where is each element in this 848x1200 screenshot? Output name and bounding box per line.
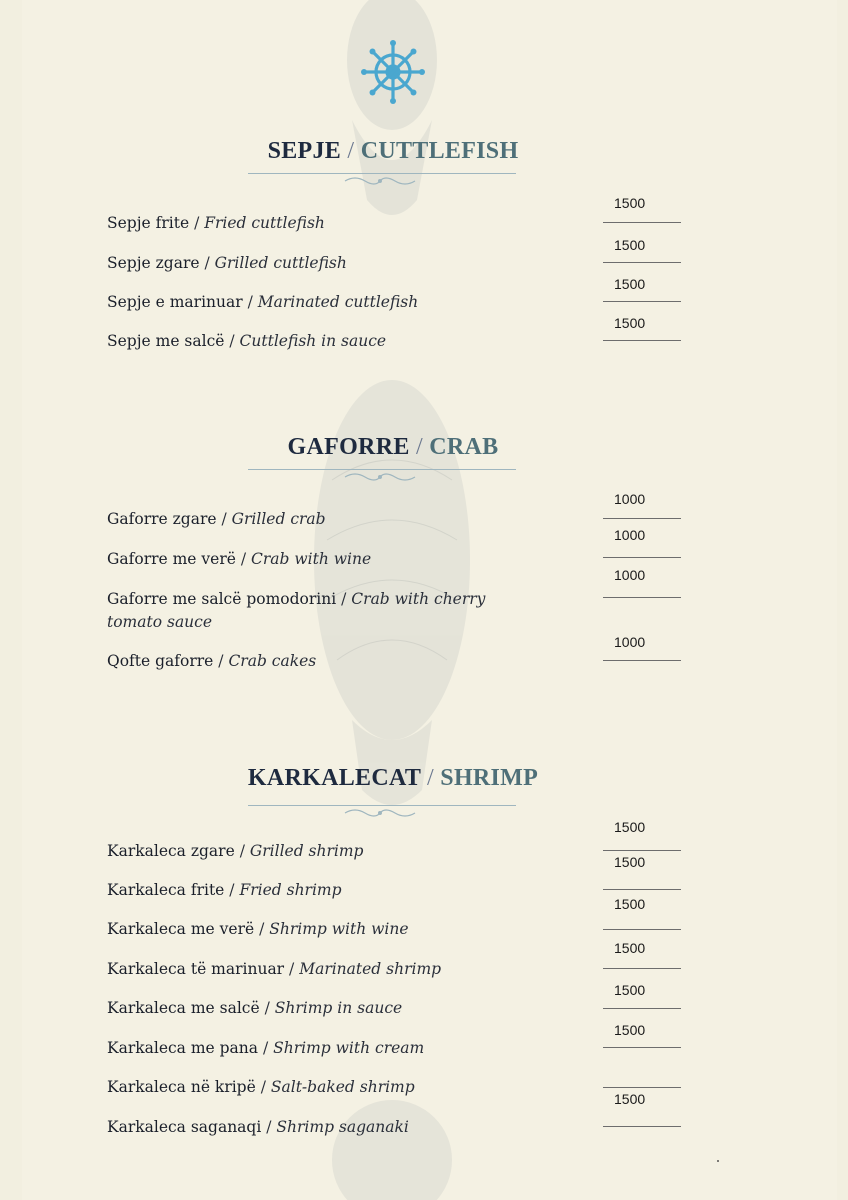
- title-english: SHRIMP: [440, 765, 539, 791]
- menu-item: Karkaleca me salcë / Shrimp in sauce: [107, 999, 403, 1017]
- price-value: 1500: [614, 276, 646, 292]
- item-name-albanian: Karkaleca me verë: [107, 920, 255, 938]
- price-value: 1500: [614, 237, 646, 253]
- item-name-albanian: Sepje zgare: [107, 254, 200, 272]
- title-albanian: KARKALECAT: [247, 765, 421, 791]
- item-name-english: Salt-baked shrimp: [270, 1078, 415, 1096]
- menu-item: Sepje zgare / Grilled cuttlefish: [107, 254, 347, 272]
- title-separator: /: [415, 434, 423, 460]
- title-separator: /: [427, 765, 434, 791]
- price-value: 1000: [614, 491, 646, 507]
- menu-item: Karkaleca me verë / Shrimp with wine: [107, 920, 409, 938]
- item-name-albanian: Karkaleca me salcë: [107, 999, 260, 1017]
- menu-item: Karkaleca në kripë / Salt-baked shrimp: [107, 1078, 415, 1096]
- price-line: [603, 929, 681, 930]
- section-title-cuttlefish: [22, 138, 764, 165]
- item-name-english: Grilled crab: [231, 510, 326, 528]
- scroll-ornament-icon: [340, 175, 420, 187]
- menu-item: Qofte gaforre / Crab cakes: [107, 652, 317, 670]
- price-line: [603, 518, 681, 519]
- item-name-albanian: Gaforre me salcë pomodorini: [107, 590, 337, 608]
- item-name-english: Shrimp with wine: [269, 920, 409, 938]
- price-value: 1500: [614, 940, 646, 956]
- item-name-english: Shrimp in sauce: [274, 999, 403, 1017]
- title-separator: /: [347, 138, 355, 164]
- price-line: [603, 660, 681, 661]
- price-value: 1000: [614, 634, 646, 650]
- item-name-albanian: Gaforre zgare: [107, 510, 217, 528]
- item-name-albanian: Gaforre me verë: [107, 550, 236, 568]
- price-value: 1500: [614, 195, 646, 211]
- item-name-english: Crab with wine: [251, 550, 372, 568]
- price-line: [603, 340, 681, 341]
- menu-item: Karkaleca zgare / Grilled shrimp: [107, 842, 364, 860]
- section-title-crab: [22, 434, 764, 461]
- item-name-english: Marinated shrimp: [299, 960, 442, 978]
- scroll-ornament-icon: [340, 471, 420, 483]
- price-value: 1500: [614, 315, 646, 331]
- item-name-albanian: Sepje me salcë: [107, 332, 225, 350]
- menu-page: [22, 0, 837, 1200]
- title-underline: [248, 469, 516, 470]
- menu-item: Karkaleca frite / Fried shrimp: [107, 881, 342, 899]
- menu-item: Karkaleca me pana / Shrimp with cream: [107, 1039, 425, 1057]
- item-name-albanian: Karkaleca zgare: [107, 842, 235, 860]
- price-line: [603, 1087, 681, 1088]
- speck-mark: [717, 1160, 719, 1162]
- item-name-albanian: Karkaleca në kripë: [107, 1078, 256, 1096]
- item-name-english: Grilled cuttlefish: [214, 254, 347, 272]
- price-line: [603, 889, 681, 890]
- item-name-english: Fried shrimp: [239, 881, 342, 899]
- price-line: [603, 1126, 681, 1127]
- item-name-albanian: Karkaleca të marinuar: [107, 960, 285, 978]
- price-line: [603, 301, 681, 302]
- title-albanian: GAFORRE: [287, 434, 410, 460]
- title-english: CRAB: [429, 434, 499, 460]
- price-value: 1500: [614, 1091, 646, 1107]
- menu-item: Gaforre zgare / Grilled crab: [107, 510, 326, 528]
- price-value: 1500: [614, 854, 646, 870]
- item-name-albanian: Karkaleca saganaqi: [107, 1118, 262, 1136]
- menu-item: Karkaleca saganaqi / Shrimp saganaki: [107, 1118, 409, 1136]
- menu-item: Karkaleca të marinuar / Marinated shrimp: [107, 960, 442, 978]
- item-name-english: Fried cuttlefish: [204, 214, 325, 232]
- item-name-albanian: Karkaleca frite: [107, 881, 225, 899]
- menu-item: Gaforre me salcë pomodorini / Crab with cherry tomato sauce: [107, 590, 486, 631]
- item-name-english: Marinated cuttlefish: [257, 293, 419, 311]
- item-name-albanian: Qofte gaforre: [107, 652, 214, 670]
- price-line: [603, 222, 681, 223]
- scroll-ornament-icon: [340, 807, 420, 819]
- price-line: [603, 262, 681, 263]
- item-name-albanian: Karkaleca me pana: [107, 1039, 259, 1057]
- price-value: 1000: [614, 527, 646, 543]
- menu-item: Sepje me salcë / Cuttlefish in sauce: [107, 332, 387, 350]
- price-line: [603, 1008, 681, 1009]
- title-underline: [248, 805, 516, 806]
- price-line: [603, 1047, 681, 1048]
- item-name-english: Cuttlefish in sauce: [239, 332, 387, 350]
- title-underline: [248, 173, 516, 174]
- price-value: 1500: [614, 819, 646, 835]
- item-name-english: Crab cakes: [228, 652, 317, 670]
- price-value: 1000: [614, 567, 646, 583]
- item-name-albanian: Sepje frite: [107, 214, 190, 232]
- price-line: [603, 597, 681, 598]
- price-line: [603, 850, 681, 851]
- menu-item: Sepje e marinuar / Marinated cuttlefish: [107, 293, 419, 311]
- item-name-english: Crab with cherry tomato sauce: [107, 590, 486, 631]
- item-name-english: Shrimp with cream: [273, 1039, 425, 1057]
- item-name-english: Grilled shrimp: [249, 842, 364, 860]
- item-name-english: Shrimp saganaki: [276, 1118, 409, 1136]
- price-value: 1500: [614, 1022, 646, 1038]
- ship-wheel-icon: [361, 40, 425, 104]
- price-line: [603, 557, 681, 558]
- title-english: CUTTLEFISH: [360, 138, 519, 164]
- menu-item: Gaforre me verë / Crab with wine: [107, 550, 372, 568]
- item-name-albanian: Sepje e marinuar: [107, 293, 243, 311]
- section-title-shrimp: [22, 765, 764, 792]
- menu-item: Sepje frite / Fried cuttlefish: [107, 214, 325, 232]
- title-albanian: SEPJE: [267, 138, 342, 164]
- price-value: 1500: [614, 896, 646, 912]
- price-value: 1500: [614, 982, 646, 998]
- price-line: [603, 968, 681, 969]
